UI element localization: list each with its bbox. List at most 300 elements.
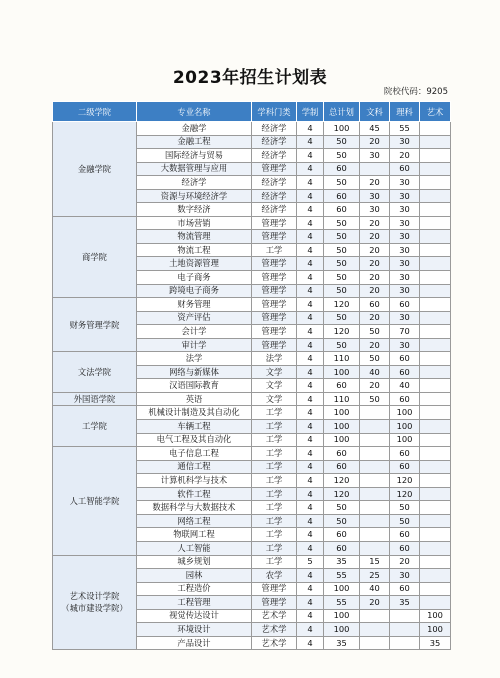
science-cell: 60	[390, 541, 420, 555]
major-cell: 产品设计	[137, 636, 252, 650]
major-cell: 跨境电子商务	[137, 284, 252, 298]
college-cell	[53, 298, 137, 352]
art-cell	[420, 460, 451, 474]
science-cell: 55	[390, 122, 420, 136]
duration-cell: 4	[297, 541, 324, 555]
total-cell: 60	[324, 203, 360, 217]
duration-cell: 4	[297, 311, 324, 325]
duration-cell: 4	[297, 162, 324, 176]
category-cell: 管理学	[252, 271, 297, 285]
science-cell: 40	[390, 379, 420, 393]
art-cell	[420, 596, 451, 610]
science-cell: 60	[390, 392, 420, 406]
art-cell	[420, 406, 451, 420]
total-cell: 100	[324, 609, 360, 623]
table-row	[53, 352, 451, 366]
total-cell: 100	[324, 365, 360, 379]
category-cell: 工学	[252, 514, 297, 528]
science-cell: 60	[390, 162, 420, 176]
arts-cell: 20	[360, 216, 390, 230]
arts-cell: 20	[360, 135, 390, 149]
major-cell: 环境设计	[137, 623, 252, 637]
major-cell: 工程管理	[137, 596, 252, 610]
arts-cell: 20	[360, 379, 390, 393]
arts-cell: 20	[360, 284, 390, 298]
arts-cell	[360, 433, 390, 447]
science-cell: 30	[390, 203, 420, 217]
arts-cell	[360, 460, 390, 474]
science-cell: 30	[390, 230, 420, 244]
header-duration: 学制	[297, 102, 324, 122]
duration-cell: 4	[297, 460, 324, 474]
art-cell: 100	[420, 609, 451, 623]
art-cell	[420, 392, 451, 406]
arts-cell: 30	[360, 203, 390, 217]
art-cell	[420, 162, 451, 176]
major-cell: 计算机科学与技术	[137, 474, 252, 488]
duration-cell: 4	[297, 528, 324, 542]
science-cell: 100	[390, 420, 420, 434]
arts-cell	[360, 474, 390, 488]
arts-cell	[360, 487, 390, 501]
arts-cell: 30	[360, 149, 390, 163]
arts-cell: 40	[360, 365, 390, 379]
duration-cell: 4	[297, 257, 324, 271]
category-cell: 工学	[252, 406, 297, 420]
category-cell: 工学	[252, 528, 297, 542]
category-cell: 工学	[252, 460, 297, 474]
art-cell	[420, 271, 451, 285]
arts-cell: 20	[360, 243, 390, 257]
art-cell	[420, 501, 451, 515]
science-cell: 30	[390, 135, 420, 149]
major-cell: 大数据管理与应用	[137, 162, 252, 176]
art-cell	[420, 122, 451, 136]
total-cell: 100	[324, 420, 360, 434]
duration-cell: 4	[297, 392, 324, 406]
major-cell: 财务管理	[137, 298, 252, 312]
college-name: 财务管理学院	[69, 319, 120, 330]
table-row	[53, 555, 451, 569]
major-cell: 软件工程	[137, 487, 252, 501]
arts-cell: 30	[360, 189, 390, 203]
category-cell: 工学	[252, 555, 297, 569]
duration-cell: 4	[297, 365, 324, 379]
college-cell	[53, 447, 137, 555]
category-cell: 管理学	[252, 162, 297, 176]
category-cell: 文学	[252, 365, 297, 379]
total-cell: 50	[324, 230, 360, 244]
duration-cell: 4	[297, 203, 324, 217]
category-cell: 管理学	[252, 338, 297, 352]
total-cell: 50	[324, 216, 360, 230]
college-cell	[53, 122, 137, 217]
total-cell: 100	[324, 406, 360, 420]
art-cell	[420, 311, 451, 325]
major-cell: 法学	[137, 352, 252, 366]
category-cell: 管理学	[252, 230, 297, 244]
duration-cell: 4	[297, 487, 324, 501]
header-arts: 文科	[360, 102, 390, 122]
science-cell: 60	[390, 460, 420, 474]
art-cell	[420, 338, 451, 352]
total-cell: 100	[324, 582, 360, 596]
major-cell: 市场营销	[137, 216, 252, 230]
header-major: 专业名称	[137, 102, 252, 122]
art-cell	[420, 284, 451, 298]
major-cell: 机械设计制造及其自动化	[137, 406, 252, 420]
arts-cell: 60	[360, 298, 390, 312]
table-body	[53, 122, 451, 650]
duration-cell: 4	[297, 189, 324, 203]
arts-cell: 20	[360, 271, 390, 285]
total-cell: 50	[324, 135, 360, 149]
science-cell: 60	[390, 352, 420, 366]
duration-cell: 4	[297, 352, 324, 366]
category-cell: 艺术学	[252, 636, 297, 650]
major-cell: 网络工程	[137, 514, 252, 528]
category-cell: 管理学	[252, 257, 297, 271]
arts-cell: 20	[360, 176, 390, 190]
art-cell: 100	[420, 623, 451, 637]
total-cell: 120	[324, 474, 360, 488]
science-cell	[390, 609, 420, 623]
college-cell	[53, 406, 137, 447]
science-cell: 30	[390, 257, 420, 271]
duration-cell: 4	[297, 122, 324, 136]
arts-cell: 20	[360, 311, 390, 325]
total-cell: 60	[324, 189, 360, 203]
arts-cell: 15	[360, 555, 390, 569]
category-cell: 农学	[252, 569, 297, 583]
major-cell: 英语	[137, 392, 252, 406]
duration-cell: 4	[297, 149, 324, 163]
total-cell: 100	[324, 433, 360, 447]
college-name: 艺术设计学院	[69, 591, 120, 602]
science-cell: 60	[390, 582, 420, 596]
art-cell	[420, 569, 451, 583]
major-cell: 资产评估	[137, 311, 252, 325]
duration-cell: 5	[297, 555, 324, 569]
art-cell	[420, 203, 451, 217]
category-cell: 工学	[252, 420, 297, 434]
major-cell: 金融工程	[137, 135, 252, 149]
art-cell	[420, 379, 451, 393]
science-cell: 30	[390, 243, 420, 257]
page-title: 2023年招生计划表	[172, 68, 328, 88]
college-name: 外国语学院	[73, 394, 116, 405]
art-cell	[420, 365, 451, 379]
duration-cell: 4	[297, 582, 324, 596]
science-cell: 30	[390, 569, 420, 583]
category-cell: 管理学	[252, 325, 297, 339]
major-cell: 网络与新媒体	[137, 365, 252, 379]
category-cell: 工学	[252, 243, 297, 257]
major-cell: 视觉传达设计	[137, 609, 252, 623]
major-cell: 金融学	[137, 122, 252, 136]
duration-cell: 4	[297, 636, 324, 650]
category-cell: 工学	[252, 474, 297, 488]
science-cell: 30	[390, 311, 420, 325]
major-cell: 国际经济与贸易	[137, 149, 252, 163]
art-cell	[420, 433, 451, 447]
enrollment-plan-table	[52, 101, 451, 650]
total-cell: 100	[324, 122, 360, 136]
arts-cell: 50	[360, 392, 390, 406]
category-cell: 工学	[252, 487, 297, 501]
total-cell: 60	[324, 447, 360, 461]
arts-cell: 50	[360, 325, 390, 339]
major-cell: 园林	[137, 569, 252, 583]
art-cell	[420, 189, 451, 203]
total-cell: 55	[324, 569, 360, 583]
duration-cell: 4	[297, 596, 324, 610]
total-cell: 50	[324, 338, 360, 352]
art-cell: 35	[420, 636, 451, 650]
category-cell: 管理学	[252, 311, 297, 325]
college-name: 文法学院	[77, 367, 112, 378]
duration-cell: 4	[297, 230, 324, 244]
arts-cell: 20	[360, 338, 390, 352]
total-cell: 35	[324, 555, 360, 569]
category-cell: 经济学	[252, 203, 297, 217]
science-cell: 30	[390, 176, 420, 190]
science-cell: 120	[390, 474, 420, 488]
duration-cell: 4	[297, 338, 324, 352]
college-name: 工学院	[82, 421, 107, 432]
total-cell: 55	[324, 596, 360, 610]
major-cell: 人工智能	[137, 541, 252, 555]
science-cell: 35	[390, 596, 420, 610]
table-row	[53, 122, 451, 136]
total-cell: 120	[324, 487, 360, 501]
major-cell: 物流管理	[137, 230, 252, 244]
category-cell: 管理学	[252, 284, 297, 298]
table-row	[53, 406, 451, 420]
major-cell: 经济学	[137, 176, 252, 190]
art-cell	[420, 135, 451, 149]
total-cell: 110	[324, 392, 360, 406]
total-cell: 100	[324, 623, 360, 637]
science-cell: 60	[390, 447, 420, 461]
major-cell: 数据科学与大数据技术	[137, 501, 252, 515]
total-cell: 50	[324, 176, 360, 190]
total-cell: 60	[324, 460, 360, 474]
total-cell: 120	[324, 298, 360, 312]
arts-cell	[360, 541, 390, 555]
art-cell	[420, 325, 451, 339]
duration-cell: 4	[297, 243, 324, 257]
total-cell: 50	[324, 149, 360, 163]
arts-cell: 45	[360, 122, 390, 136]
art-cell	[420, 447, 451, 461]
category-cell: 管理学	[252, 596, 297, 610]
total-cell: 35	[324, 636, 360, 650]
duration-cell: 4	[297, 474, 324, 488]
table-header-row	[53, 102, 451, 122]
category-cell: 经济学	[252, 189, 297, 203]
science-cell: 30	[390, 189, 420, 203]
major-cell: 审计学	[137, 338, 252, 352]
science-cell	[390, 636, 420, 650]
major-cell: 城乡规划	[137, 555, 252, 569]
art-cell	[420, 514, 451, 528]
header-college: 二级学院	[53, 102, 137, 122]
total-cell: 50	[324, 284, 360, 298]
major-cell: 电子商务	[137, 271, 252, 285]
category-cell: 工学	[252, 541, 297, 555]
total-cell: 60	[324, 541, 360, 555]
total-cell: 50	[324, 514, 360, 528]
science-cell: 30	[390, 216, 420, 230]
total-cell: 50	[324, 257, 360, 271]
duration-cell: 4	[297, 135, 324, 149]
arts-cell	[360, 623, 390, 637]
science-cell: 20	[390, 149, 420, 163]
duration-cell: 4	[297, 569, 324, 583]
total-cell: 60	[324, 528, 360, 542]
category-cell: 艺术学	[252, 609, 297, 623]
category-cell: 管理学	[252, 216, 297, 230]
art-cell	[420, 216, 451, 230]
college-name: 金融学院	[77, 163, 112, 174]
art-cell	[420, 541, 451, 555]
category-cell: 工学	[252, 433, 297, 447]
duration-cell: 4	[297, 433, 324, 447]
art-cell	[420, 582, 451, 596]
arts-cell	[360, 162, 390, 176]
duration-cell: 4	[297, 379, 324, 393]
arts-cell	[360, 514, 390, 528]
duration-cell: 4	[297, 176, 324, 190]
arts-cell	[360, 609, 390, 623]
major-cell: 电子信息工程	[137, 447, 252, 461]
duration-cell: 4	[297, 325, 324, 339]
duration-cell: 4	[297, 298, 324, 312]
arts-cell: 50	[360, 352, 390, 366]
art-cell	[420, 555, 451, 569]
art-cell	[420, 257, 451, 271]
arts-cell: 25	[360, 569, 390, 583]
arts-cell	[360, 447, 390, 461]
table-row	[53, 298, 451, 312]
category-cell: 文学	[252, 379, 297, 393]
total-cell: 120	[324, 325, 360, 339]
major-cell: 物联网工程	[137, 528, 252, 542]
total-cell: 50	[324, 271, 360, 285]
category-cell: 经济学	[252, 135, 297, 149]
college-cell	[53, 352, 137, 393]
duration-cell: 4	[297, 623, 324, 637]
major-cell: 车辆工程	[137, 420, 252, 434]
science-cell: 60	[390, 528, 420, 542]
arts-cell	[360, 420, 390, 434]
major-cell: 通信工程	[137, 460, 252, 474]
header-total: 总计划	[324, 102, 360, 122]
science-cell: 100	[390, 406, 420, 420]
art-cell	[420, 176, 451, 190]
table-row	[53, 392, 451, 406]
college-name: （城市建设学院）	[61, 603, 128, 614]
duration-cell: 4	[297, 271, 324, 285]
arts-cell: 20	[360, 230, 390, 244]
art-cell	[420, 298, 451, 312]
science-cell: 60	[390, 365, 420, 379]
duration-cell: 4	[297, 447, 324, 461]
major-cell: 会计学	[137, 325, 252, 339]
duration-cell: 4	[297, 284, 324, 298]
header-art: 艺术	[420, 102, 451, 122]
college-name: 商学院	[82, 251, 107, 262]
category-cell: 艺术学	[252, 623, 297, 637]
art-cell	[420, 230, 451, 244]
duration-cell: 4	[297, 514, 324, 528]
category-cell: 经济学	[252, 176, 297, 190]
category-cell: 法学	[252, 352, 297, 366]
art-cell	[420, 352, 451, 366]
college-cell	[53, 216, 137, 297]
arts-cell	[360, 501, 390, 515]
science-cell: 120	[390, 487, 420, 501]
art-cell	[420, 528, 451, 542]
category-cell: 管理学	[252, 582, 297, 596]
major-cell: 电气工程及其自动化	[137, 433, 252, 447]
science-cell: 30	[390, 271, 420, 285]
major-cell: 资源与环境经济学	[137, 189, 252, 203]
duration-cell: 4	[297, 501, 324, 515]
major-cell: 土地资源管理	[137, 257, 252, 271]
arts-cell: 20	[360, 596, 390, 610]
major-cell: 物流工程	[137, 243, 252, 257]
total-cell: 60	[324, 162, 360, 176]
science-cell	[390, 623, 420, 637]
duration-cell: 4	[297, 609, 324, 623]
art-cell	[420, 149, 451, 163]
science-cell: 30	[390, 338, 420, 352]
duration-cell: 4	[297, 406, 324, 420]
arts-cell	[360, 636, 390, 650]
duration-cell: 4	[297, 216, 324, 230]
college-cell	[53, 555, 137, 650]
arts-cell	[360, 406, 390, 420]
category-cell: 工学	[252, 447, 297, 461]
art-cell	[420, 243, 451, 257]
science-cell: 20	[390, 555, 420, 569]
total-cell: 50	[324, 243, 360, 257]
art-cell	[420, 420, 451, 434]
arts-cell: 40	[360, 582, 390, 596]
college-name: 人工智能学院	[69, 495, 120, 506]
major-cell: 工程造价	[137, 582, 252, 596]
arts-cell: 20	[360, 257, 390, 271]
science-cell: 100	[390, 433, 420, 447]
science-cell: 30	[390, 284, 420, 298]
science-cell: 50	[390, 514, 420, 528]
category-cell: 管理学	[252, 298, 297, 312]
category-cell: 文学	[252, 392, 297, 406]
header-category: 学科门类	[252, 102, 297, 122]
category-cell: 经济学	[252, 149, 297, 163]
header-science: 理科	[390, 102, 420, 122]
table-row	[53, 447, 451, 461]
art-cell	[420, 487, 451, 501]
art-cell	[420, 474, 451, 488]
category-cell: 工学	[252, 501, 297, 515]
table-row	[53, 216, 451, 230]
category-cell: 经济学	[252, 122, 297, 136]
college-cell	[53, 392, 137, 406]
major-cell: 数字经济	[137, 203, 252, 217]
